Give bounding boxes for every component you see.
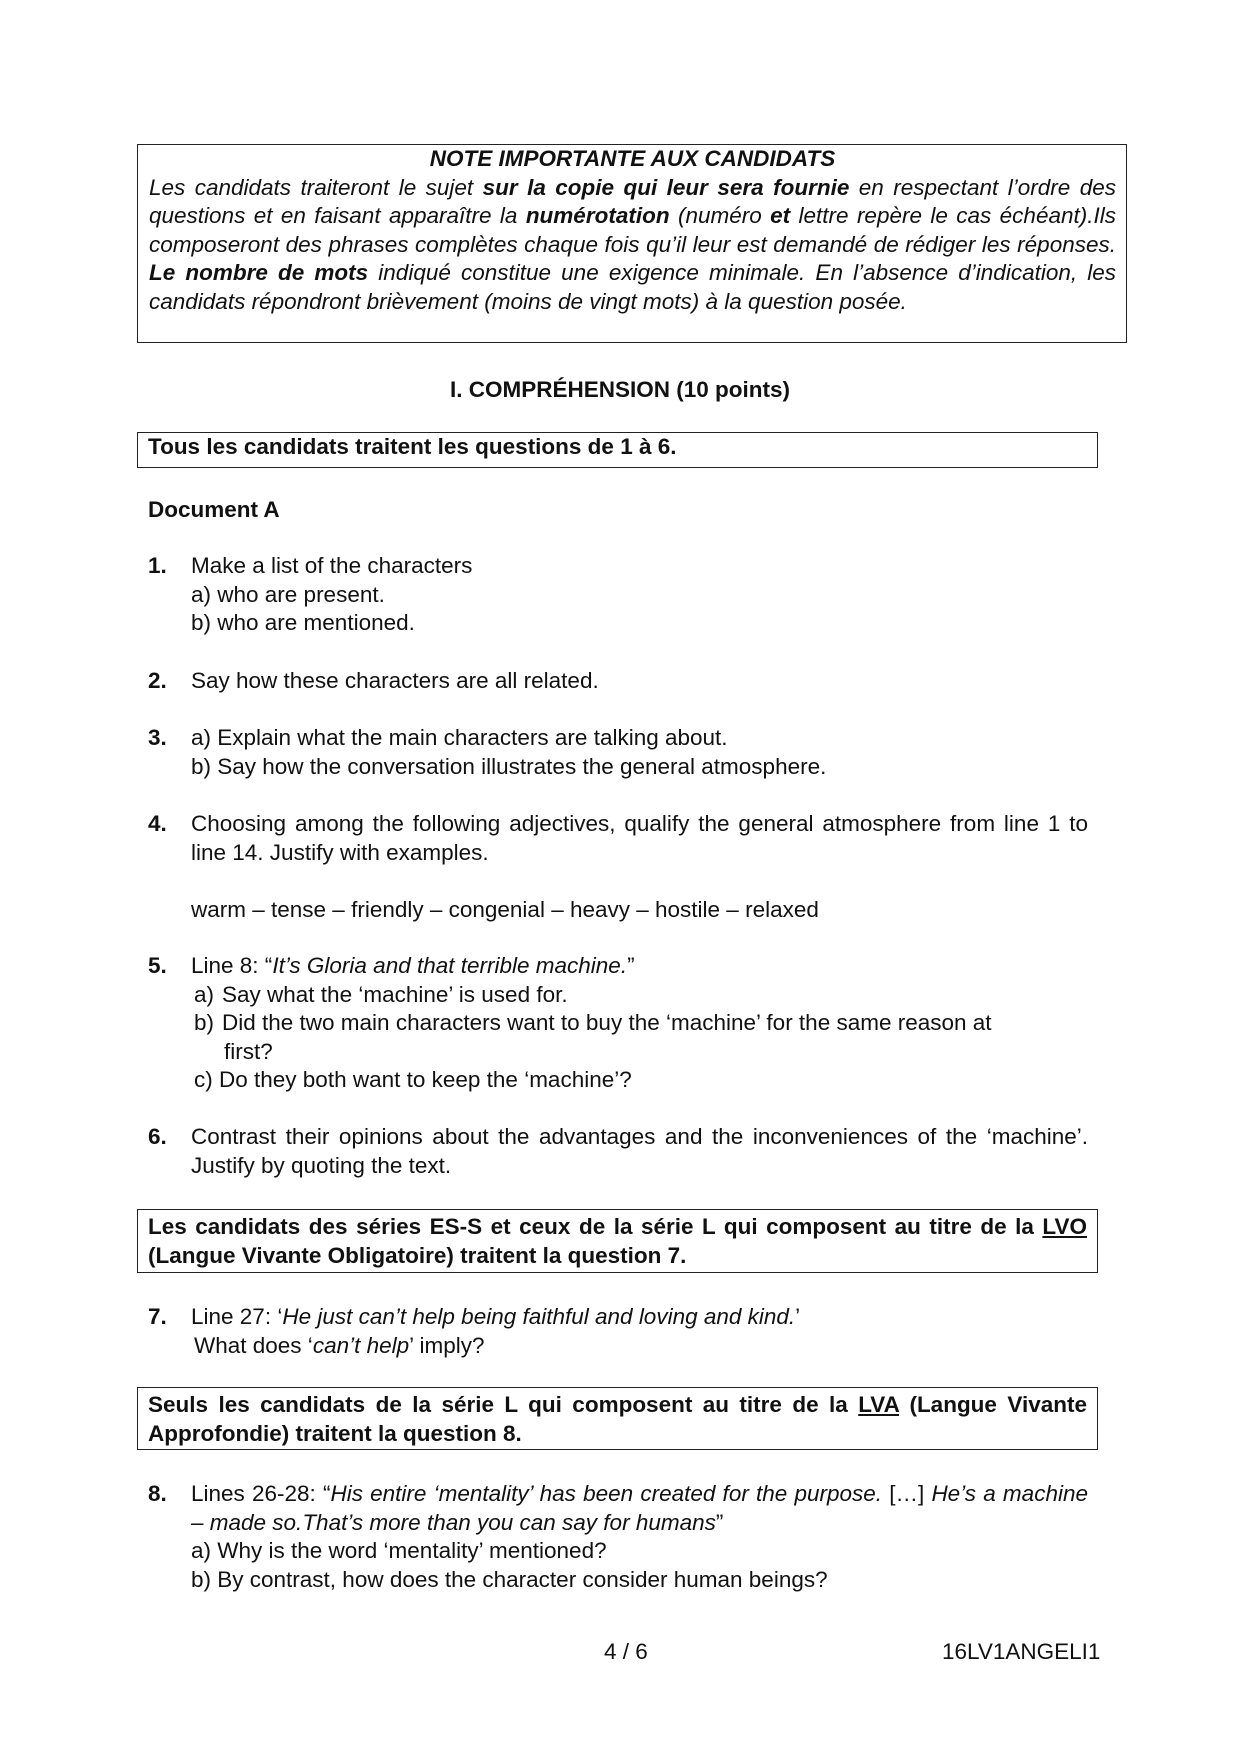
- adjective-list: warm – tense – friendly – congenial – heavy – hostile – relaxed: [191, 896, 819, 922]
- question-number: 4.: [148, 811, 167, 836]
- question-number: 1.: [148, 553, 167, 578]
- note-text: Les candidats traiteront le sujet sur la copie qui leur sera fournie en respectant l’ordre des questions et en faisant apparaître la numérotation (numéro et lettre repère le cas échéant).Ils composeront des phrases complètes chaque fois qu’il leur est demandé de rédiger les réponses. Le nombre de mots indiqué constitue une exigence minimale. En l’absence d’indication, les candidats répondront brièvement (moins de vingt mots) à la question posée.: [149, 174, 1116, 314]
- question-number: 6.: [148, 1124, 167, 1149]
- instruction-lva-box: [137, 1387, 1098, 1450]
- instruction-lva-text: Seuls les candidats de la série L qui composent au titre de la LVA (Langue Vivante Approfondie) traitent la question 8.: [148, 1392, 1087, 1446]
- instruction-lvo-text: Les candidats des séries ES-S et ceux de la série L qui composent au titre de la LVO (Langue Vivante Obligatoire) traitent la question 7.: [148, 1214, 1087, 1268]
- question-part-a: a) Why is the word ‘mentality’ mentioned?: [191, 1538, 607, 1563]
- question-part-b: b) Did the two main characters want to buy the ‘machine’ for the same reason at: [194, 1010, 992, 1035]
- question-text: Say how these characters are all related.: [191, 668, 599, 693]
- question-number: 8.: [148, 1481, 167, 1506]
- question-part-b-cont: first?: [224, 1038, 273, 1064]
- question-part-b: b) By contrast, how does the character consider human beings?: [191, 1566, 828, 1592]
- question-number: 2.: [148, 668, 167, 693]
- section-title: I. COMPRÉHENSION (10 points): [449, 377, 791, 402]
- document-code: 16LV1ANGELI1: [942, 1639, 1101, 1664]
- question-part-a: a) who are present.: [191, 581, 385, 607]
- question-text: Make a list of the characters: [191, 553, 473, 578]
- question-number: 5.: [148, 953, 167, 978]
- question-part-b: b) who are mentioned.: [191, 610, 415, 635]
- question-text: Line 27: ‘He just can’t help being faithful and loving and kind.’: [191, 1304, 801, 1329]
- instruction-all-text: Tous les candidats traitent les questions de 1 à 6.: [148, 434, 677, 459]
- page-number: 4 / 6: [604, 1639, 648, 1664]
- question-part-c: c) Do they both want to keep the ‘machine’?: [194, 1067, 632, 1092]
- note-box: [137, 144, 1127, 343]
- document-label: Document A: [148, 497, 280, 522]
- question-text-line2: What does ‘can’t help’ imply?: [194, 1332, 485, 1358]
- question-part-b: b) Say how the conversation illustrates the general atmosphere.: [191, 753, 827, 779]
- question-part-a: a) Say what the ‘machine’ is used for.: [194, 981, 568, 1007]
- question-text: Choosing among the following adjectives, qualify the general atmosphere from line 1 to line 14. Justify with examples.: [191, 811, 1088, 865]
- question-text: Line 8: “It’s Gloria and that terrible machine.”: [191, 953, 635, 978]
- instruction-all-box: [137, 432, 1098, 468]
- question-part-a: a) Explain what the main characters are talking about.: [191, 725, 728, 750]
- question-text: Contrast their opinions about the advantages and the inconveniences of the ‘machine’. Justify by quoting the text.: [191, 1124, 1088, 1178]
- question-number: 3.: [148, 725, 167, 750]
- note-title: NOTE IMPORTANTE AUX CANDIDATS: [429, 146, 836, 171]
- question-text: Lines 26-28: “His entire ‘mentality’ has been created for the purpose. […] He’s a machine – made so.That’s more than you can say for humans”: [191, 1481, 1088, 1535]
- question-number: 7.: [148, 1304, 167, 1329]
- instruction-lvo-box: [137, 1209, 1098, 1273]
